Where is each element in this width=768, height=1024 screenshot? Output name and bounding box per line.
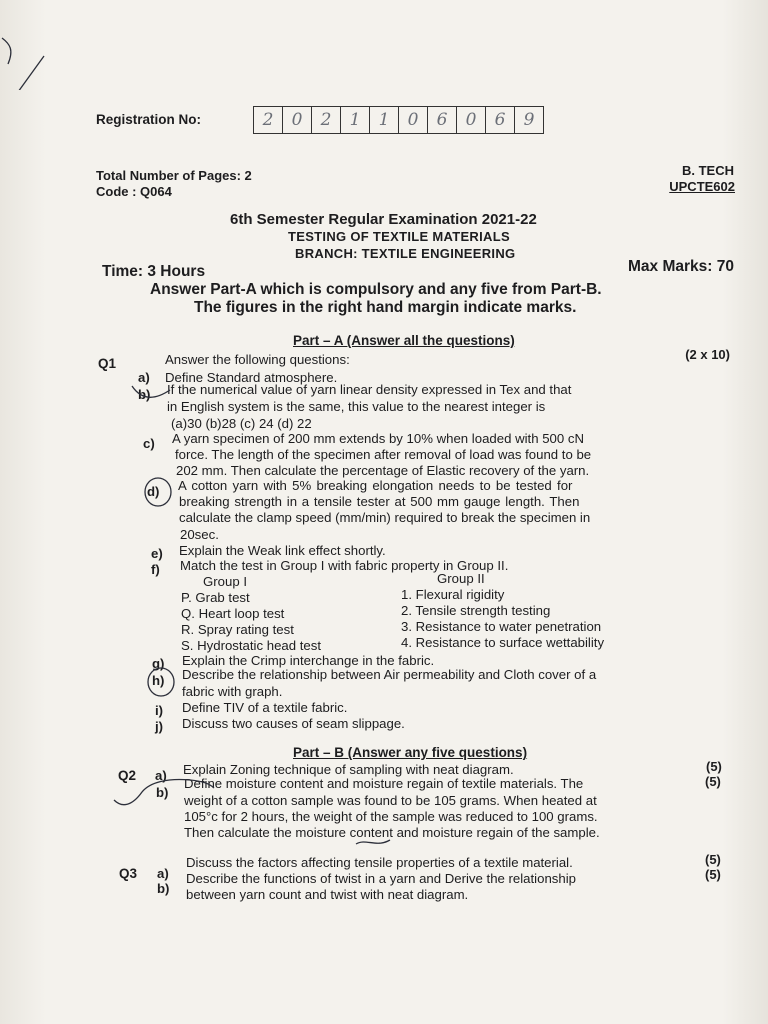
question-marks: (5) xyxy=(705,774,721,789)
item-label: j) xyxy=(155,719,164,734)
group-1-item: P. Grab test xyxy=(181,590,250,605)
instruction-line-2: The figures in the right hand margin indicate marks. xyxy=(194,299,577,316)
question-text: weight of a cotton sample was found to be 105 grams. When heated at xyxy=(184,793,597,808)
question-text: breaking strength in a tensile tester at 500 mm gauge length. Then xyxy=(179,494,580,509)
question-text: in English system is the same, this value to the nearest integer is xyxy=(167,399,546,414)
question-text: Explain the Weak link effect shortly. xyxy=(179,543,386,558)
question-text: fabric with graph. xyxy=(182,684,283,699)
item-label: b) xyxy=(138,387,151,402)
question-text: calculate the clamp speed (mm/min) required to break the specimen in xyxy=(179,510,591,525)
question-text: A yarn specimen of 200 mm extends by 10% when loaded with 500 cN xyxy=(172,431,584,446)
question-number: Q1 xyxy=(98,356,117,371)
instruction-line-1: Answer Part-A which is compulsory and any five from Part-B. xyxy=(150,281,602,298)
question-text: between yarn count and twist with neat diagram. xyxy=(186,887,469,902)
registration-label: Registration No: xyxy=(96,112,202,127)
item-label: g) xyxy=(152,656,165,671)
registration-digit: 1 xyxy=(370,107,399,133)
group-1-item: R. Spray rating test xyxy=(181,622,294,637)
pen-circle-mark xyxy=(145,666,179,700)
question-marks: (2 x 10) xyxy=(685,347,730,362)
part-b-heading: Part – B (Answer any five questions) xyxy=(293,745,528,760)
question-text: 202 mm. Then calculate the percentage of Elastic recovery of the yarn. xyxy=(176,463,590,478)
subject-name: TESTING OF TEXTILE MATERIALS xyxy=(288,229,510,244)
question-text: force. The length of the specimen after removal of load was found to be xyxy=(175,447,592,462)
question-options: (a)30 (b)28 (c) 24 (d) 22 xyxy=(171,416,312,431)
item-label: f) xyxy=(151,562,160,577)
question-text: Match the test in Group I with fabric property in Group II. xyxy=(180,558,509,573)
registration-digit: 0 xyxy=(283,107,312,133)
item-label: b) xyxy=(156,785,169,800)
question-text: Discuss the factors affecting tensile properties of a textile material. xyxy=(186,855,573,870)
registration-digit: 2 xyxy=(254,107,283,133)
registration-digit: 1 xyxy=(341,107,370,133)
registration-digit: 6 xyxy=(428,107,457,133)
question-text: Then calculate the moisture content and moisture regain of the sample. xyxy=(184,825,600,840)
item-label: d) xyxy=(147,484,160,499)
registration-number-boxes xyxy=(253,106,544,134)
item-label: c) xyxy=(143,436,155,451)
item-label: a) xyxy=(138,370,150,385)
question-text: 20sec. xyxy=(180,527,219,542)
question-marks: (5) xyxy=(705,867,721,882)
max-marks: Max Marks: 70 xyxy=(628,258,734,275)
question-marks: (5) xyxy=(706,759,722,774)
question-text: If the numerical value of yarn linear density expressed in Tex and that xyxy=(167,382,572,397)
group-2-item: 3. Resistance to water penetration xyxy=(401,619,602,634)
item-label: a) xyxy=(155,768,167,783)
registration-digit: 9 xyxy=(523,110,535,130)
pen-tick-mark xyxy=(130,380,180,410)
registration-digit: 6 xyxy=(486,107,515,133)
group-1-item: Q. Heart loop test xyxy=(181,606,285,621)
group-2-item: 1. Flexural rigidity xyxy=(401,587,505,602)
registration-digit: 2 xyxy=(312,107,341,133)
question-text: Define moisture content and moisture regain of textile materials. The xyxy=(184,776,584,791)
question-text: 105°c for 2 hours, the weight of the sample was reduced to 100 grams. xyxy=(184,809,598,824)
paper-code: Code : Q064 xyxy=(96,184,172,199)
branch-name: BRANCH: TEXTILE ENGINEERING xyxy=(295,246,516,261)
item-label: e) xyxy=(151,546,163,561)
question-marks: (5) xyxy=(705,852,721,867)
subject-code: UPCTE602 xyxy=(669,179,735,194)
exam-title: 6th Semester Regular Examination 2021-22 xyxy=(230,211,537,228)
pen-circle-mark xyxy=(142,476,176,510)
pen-scribble-mark xyxy=(110,772,230,812)
group-1-title: Group I xyxy=(203,574,247,589)
group-1-item: S. Hydrostatic head test xyxy=(181,638,322,653)
registration-digit: 0 xyxy=(399,107,428,133)
registration-digit: 0 xyxy=(457,107,486,133)
question-text: Define TIV of a textile fabric. xyxy=(182,700,348,715)
group-2-item: 2. Tensile strength testing xyxy=(401,603,551,618)
group-2-item: 4. Resistance to surface wettability xyxy=(401,635,605,650)
item-label: a) xyxy=(157,866,169,881)
question-number: Q3 xyxy=(119,866,138,881)
question-text: Describe the relationship between Air permeability and Cloth cover of a xyxy=(182,667,597,682)
item-label: i) xyxy=(155,703,164,718)
question-text: Define Standard atmosphere. xyxy=(165,370,338,385)
part-a-heading: Part – A (Answer all the questions) xyxy=(293,333,515,348)
degree: B. TECH xyxy=(682,163,734,178)
pen-underline-mark xyxy=(354,836,394,850)
exam-duration: Time: 3 Hours xyxy=(102,263,206,280)
question-text: Explain Zoning technique of sampling with neat diagram. xyxy=(183,762,514,777)
question-number: Q2 xyxy=(118,768,137,783)
pen-mark xyxy=(0,20,60,90)
question-text: Describe the functions of twist in a yarn and Derive the relationship xyxy=(186,871,576,886)
item-label: b) xyxy=(157,881,170,896)
total-pages: Total Number of Pages: 2 xyxy=(96,168,252,183)
question-intro: Answer the following questions: xyxy=(165,352,350,367)
item-label: h) xyxy=(152,673,165,688)
group-2-title: Group II xyxy=(437,571,485,586)
question-text: Explain the Crimp interchange in the fabric. xyxy=(182,653,435,668)
question-text: Discuss two causes of seam slippage. xyxy=(182,716,405,731)
question-text: A cotton yarn with 5% breaking elongation needs to be tested for xyxy=(178,478,573,493)
